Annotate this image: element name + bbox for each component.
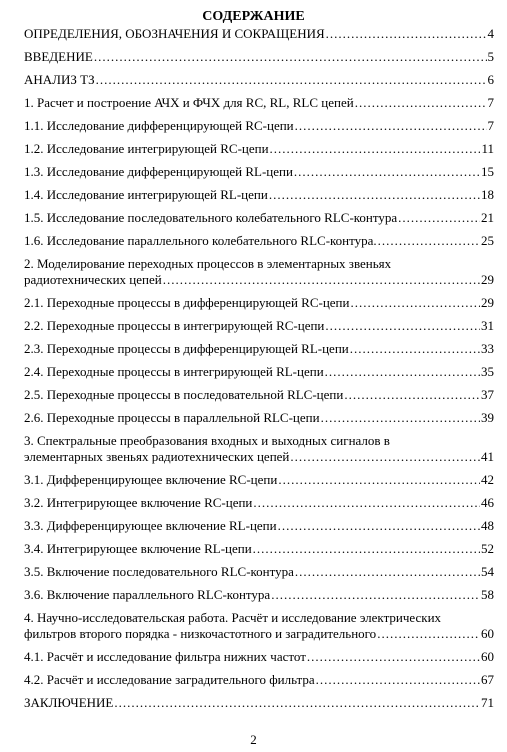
- toc-entry-row: [24, 95, 494, 111]
- dot-leader: [269, 187, 480, 203]
- toc-entry: [24, 495, 494, 511]
- toc-entry: [24, 72, 494, 88]
- toc-entry-title: радиотехнических цепей: [24, 272, 162, 287]
- toc-entry-page: 60: [481, 649, 494, 664]
- dot-leader: [378, 233, 480, 249]
- toc-entry-title: 3.3. Дифференцирующее включение RL-цепи: [24, 518, 277, 533]
- toc-entry-title: 3.2. Интегрирующее включение RC-цепи: [24, 495, 253, 510]
- dot-leader: [253, 541, 480, 557]
- toc-entry-page: 7: [487, 118, 494, 133]
- toc-entry-title: 4.1. Расчёт и исследование фильтра нижних частот: [24, 649, 306, 664]
- toc-entry-title: 1.5. Исследование последовательного колебательного RLC-контура: [24, 210, 398, 225]
- toc-entry-row: [24, 164, 494, 180]
- dot-leader: [398, 210, 480, 226]
- toc-entry-title: 1.6. Исследование параллельного колебательного RLC-контура.: [24, 233, 377, 248]
- dot-leader: [350, 341, 480, 357]
- toc-entry-row: [24, 341, 494, 357]
- dot-leader: [278, 518, 480, 534]
- toc-entry-row: [24, 518, 494, 534]
- toc-entry-title: 1.1. Исследование дифференцирующей RC-цепи: [24, 118, 294, 133]
- toc-entry-row: [24, 118, 494, 134]
- toc-entry: [24, 564, 494, 580]
- toc-entry-title: ВВЕДЕНИЕ: [24, 49, 93, 64]
- toc-entry-row: [24, 387, 494, 403]
- dot-leader: [344, 387, 480, 403]
- toc-entry-title: 2.5. Переходные процессы в последовательной RLC-цепи: [24, 387, 344, 402]
- toc-entry-page: 71: [481, 695, 494, 710]
- toc-entry-row: [24, 141, 494, 157]
- toc-entry-row: [24, 210, 494, 226]
- dot-leader: [316, 672, 480, 688]
- toc-entry: [24, 472, 494, 488]
- toc-entry-page: 52: [481, 541, 494, 556]
- toc-entry-row: [24, 495, 494, 511]
- dot-leader: [295, 564, 480, 580]
- toc-entry-row: [24, 187, 494, 203]
- toc-entry-row: [24, 626, 494, 642]
- toc-entry-page: 11: [481, 141, 494, 156]
- dot-leader: [350, 295, 480, 311]
- toc-entry-title: ЗАКЛЮЧЕНИЕ: [24, 695, 114, 710]
- toc-entry-row: [24, 564, 494, 580]
- toc-entry-title: 2.4. Переходные процессы в интегрирующей RL-цепи: [24, 364, 324, 379]
- dot-leader: [321, 410, 480, 426]
- toc-entry-title: 1.3. Исследование дифференцирующей RL-цепи: [24, 164, 293, 179]
- toc-entry-row: [24, 472, 494, 488]
- toc-entry-page: 35: [481, 364, 494, 379]
- toc-entry: [24, 433, 494, 465]
- toc-entry-page: 58: [481, 587, 494, 602]
- toc-entry-row: [24, 587, 494, 603]
- dot-leader: [355, 95, 487, 111]
- dot-leader: [253, 495, 480, 511]
- dot-leader: [94, 49, 487, 65]
- toc-entry-row: [24, 410, 494, 426]
- toc-entry-title: ОПРЕДЕЛЕНИЯ, ОБОЗНАЧЕНИЯ И СОКРАЩЕНИЯ: [24, 26, 325, 41]
- toc-entry-title: АНАЛИЗ ТЗ: [24, 72, 95, 87]
- toc-entry-row: [24, 72, 494, 88]
- toc-entry-title: 2.3. Переходные процессы в дифференцирующей RL-цепи: [24, 341, 349, 356]
- toc-entry-page: 18: [481, 187, 494, 202]
- toc-entry: [24, 164, 494, 180]
- dot-leader: [271, 587, 480, 603]
- toc-entry-page: 46: [481, 495, 494, 510]
- toc-entry-row: [24, 272, 494, 288]
- dot-leader: [96, 72, 487, 88]
- dot-leader: [114, 695, 480, 711]
- toc-entry-page: 25: [481, 233, 494, 248]
- dot-leader: [326, 26, 487, 42]
- toc-entry-row: [24, 49, 494, 65]
- toc-entry-page: 39: [481, 410, 494, 425]
- toc-entry-title: 3.6. Включение параллельного RLC-контура: [24, 587, 271, 602]
- toc-entry: [24, 649, 494, 665]
- toc-entry: [24, 341, 494, 357]
- toc-entry-title: 3.5. Включение последовательного RLC-контура: [24, 564, 294, 579]
- toc-entry: [24, 364, 494, 380]
- toc-entry-row: [24, 295, 494, 311]
- toc-entry-title: 1.2. Исследование интегрирующей RC-цепи: [24, 141, 269, 156]
- toc-entry: [24, 256, 494, 288]
- dot-leader: [325, 318, 480, 334]
- table-of-contents: [24, 26, 494, 718]
- toc-entry-page: 60: [481, 626, 494, 641]
- dot-leader: [307, 649, 480, 665]
- toc-entry-title: фильтров второго порядка - низкочастотного и заградительного: [24, 626, 377, 641]
- toc-entry: [24, 610, 494, 642]
- toc-entry-page: 15: [481, 164, 494, 179]
- dot-leader: [290, 449, 480, 465]
- toc-entry-row: [24, 695, 494, 711]
- toc-entry-row: [24, 649, 494, 665]
- toc-entry-title: 4.2. Расчёт и исследование заградительного фильтра: [24, 672, 315, 687]
- toc-entry: [24, 118, 494, 134]
- toc-entry: [24, 141, 494, 157]
- toc-entry-title: 2.1. Переходные процессы в дифференцирующей RC-цепи: [24, 295, 350, 310]
- toc-entry-title-line: 2. Моделирование переходных процессов в элементарных звеньях: [24, 256, 392, 271]
- toc-entry-title: элементарных звеньях радиотехнических цепей: [24, 449, 290, 464]
- toc-entry-page: 4: [487, 26, 494, 41]
- toc-entry: [24, 187, 494, 203]
- toc-entry-title: 2.2. Переходные процессы в интегрирующей RC-цепи: [24, 318, 325, 333]
- toc-entry-row: [24, 26, 494, 42]
- toc-entry-page: 31: [481, 318, 494, 333]
- toc-entry-row: [24, 364, 494, 380]
- toc-entry-page: 41: [481, 449, 494, 464]
- toc-entry-row: [24, 672, 494, 688]
- toc-entry: [24, 295, 494, 311]
- toc-entry-page: 5: [487, 49, 494, 64]
- toc-entry-page: 48: [481, 518, 494, 533]
- toc-entry: [24, 49, 494, 65]
- toc-entry-title-line: 3. Спектральные преобразования входных и выходных сигналов в: [24, 433, 390, 448]
- page-number: 2: [250, 732, 257, 747]
- toc-entry: [24, 672, 494, 688]
- toc-entry-page: 54: [481, 564, 494, 579]
- toc-entry-page: 29: [481, 272, 494, 287]
- dot-leader: [278, 472, 480, 488]
- toc-entry-title: 3.1. Дифференцирующее включение RC-цепи: [24, 472, 278, 487]
- toc-entry: [24, 387, 494, 403]
- toc-entry-page: 42: [481, 472, 494, 487]
- dot-leader: [163, 272, 480, 288]
- toc-entry-title: 1.4. Исследование интегрирующей RL-цепи: [24, 187, 268, 202]
- toc-heading: СОДЕРЖАНИЕ: [202, 9, 305, 24]
- toc-entry-page: 29: [481, 295, 494, 310]
- toc-entry-title-line: 4. Научно-исследовательская работа. Расчёт и исследование электрических: [24, 610, 442, 625]
- toc-entry: [24, 26, 494, 42]
- toc-entry-page: 6: [487, 72, 494, 87]
- toc-entry: [24, 587, 494, 603]
- toc-entry-page: 7: [487, 95, 494, 110]
- toc-entry: [24, 318, 494, 334]
- dot-leader: [294, 164, 480, 180]
- toc-entry-row: [24, 541, 494, 557]
- toc-entry-page: 67: [481, 672, 494, 687]
- toc-entry-title: 1. Расчет и построение АЧХ и ФЧХ для RC, RL, RLC цепей: [24, 95, 354, 110]
- dot-leader: [325, 364, 480, 380]
- dot-leader: [377, 626, 480, 642]
- toc-entry: [24, 210, 494, 226]
- dot-leader: [270, 141, 481, 157]
- toc-entry: [24, 541, 494, 557]
- toc-entry: [24, 518, 494, 534]
- toc-entry-page: 21: [481, 210, 494, 225]
- toc-entry-page: 37: [481, 387, 494, 402]
- toc-entry-title: 3.4. Интегрирующее включение RL-цепи: [24, 541, 252, 556]
- toc-entry-title: 2.6. Переходные процессы в параллельной RLC-цепи: [24, 410, 320, 425]
- toc-entry: [24, 95, 494, 111]
- dot-leader: [295, 118, 487, 134]
- toc-entry: [24, 233, 494, 249]
- toc-entry: [24, 410, 494, 426]
- toc-entry: [24, 695, 494, 711]
- toc-entry-row: [24, 449, 494, 465]
- toc-entry-row: [24, 318, 494, 334]
- toc-entry-row: [24, 233, 494, 249]
- toc-entry-page: 33: [481, 341, 494, 356]
